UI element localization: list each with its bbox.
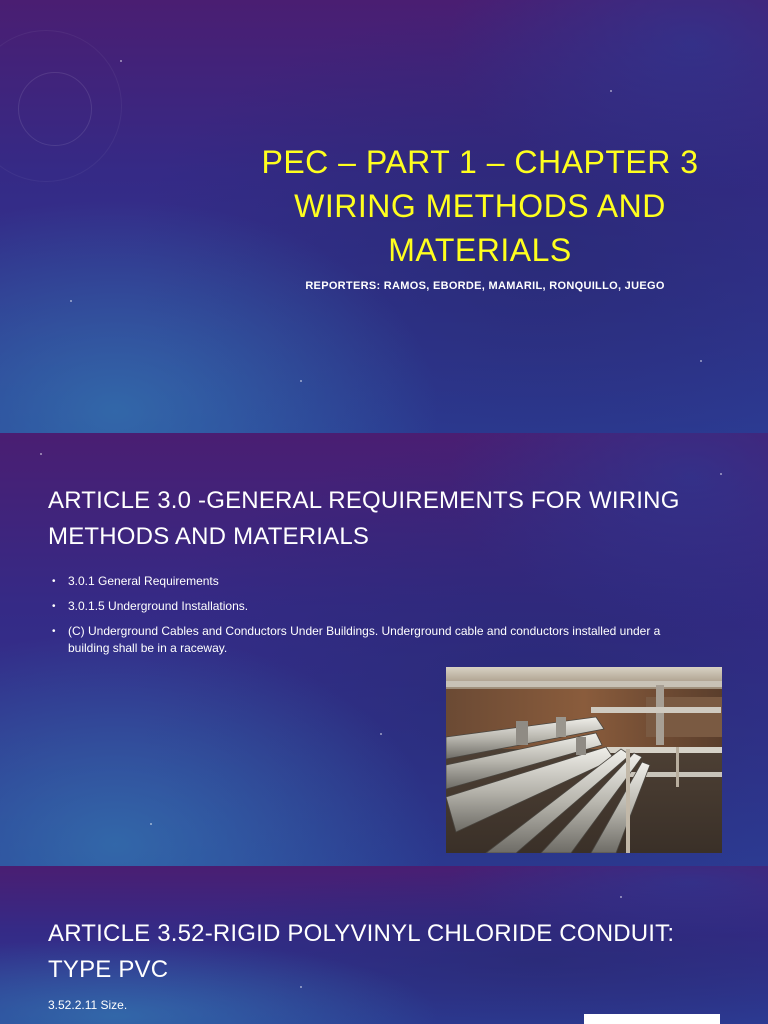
sparkle <box>700 360 702 362</box>
white-content-box <box>584 1014 720 1024</box>
sparkle <box>620 896 622 898</box>
bullet-item: • (C) Underground Cables and Conductors Under Buildings. Underground cable and conductors installed under a building shall be in a raceway. <box>48 623 688 657</box>
sparkle <box>610 90 612 92</box>
sparkle <box>150 823 152 825</box>
reporters-subtitle: REPORTERS: RAMOS, EBORDE, MAMARIL, RONQUILLO, JUEGO <box>305 280 665 292</box>
heading-line: TYPE PVC <box>48 956 169 983</box>
underground-conduit-photo <box>446 667 722 853</box>
bullet-item: • 3.0.1.5 Underground Installations. <box>48 598 688 615</box>
bullet-list <box>48 573 688 665</box>
title-line: WIRING METHODS AND <box>294 188 666 224</box>
title-line: PEC – PART 1 – CHAPTER 3 <box>261 144 699 180</box>
conduit-photo-illustration <box>446 667 722 853</box>
heading-line: ARTICLE 3.0 -GENERAL REQUIREMENTS FOR WIRING <box>48 487 680 514</box>
title-slide <box>0 0 768 433</box>
sparkle <box>300 380 302 382</box>
article-3-0-slide <box>0 433 768 866</box>
heading-line: ARTICLE 3.52-RIGID POLYVINYL CHLORIDE CONDUIT: <box>48 920 675 947</box>
section-paragraph: 3.52.2.11 Size. <box>48 998 128 1012</box>
article-3-52-slide <box>0 866 768 1024</box>
heading-line: METHODS AND MATERIALS <box>48 523 370 550</box>
decorative-circle <box>0 30 122 182</box>
sparkle <box>120 60 122 62</box>
sparkle <box>720 473 722 475</box>
slide-heading <box>48 483 680 555</box>
slide-title <box>250 140 710 272</box>
title-line: MATERIALS <box>388 232 572 268</box>
slide-heading <box>48 916 674 988</box>
sparkle <box>380 733 382 735</box>
sparkle <box>40 453 42 455</box>
sparkle <box>70 300 72 302</box>
bullet-item: • 3.0.1 General Requirements <box>48 573 688 590</box>
